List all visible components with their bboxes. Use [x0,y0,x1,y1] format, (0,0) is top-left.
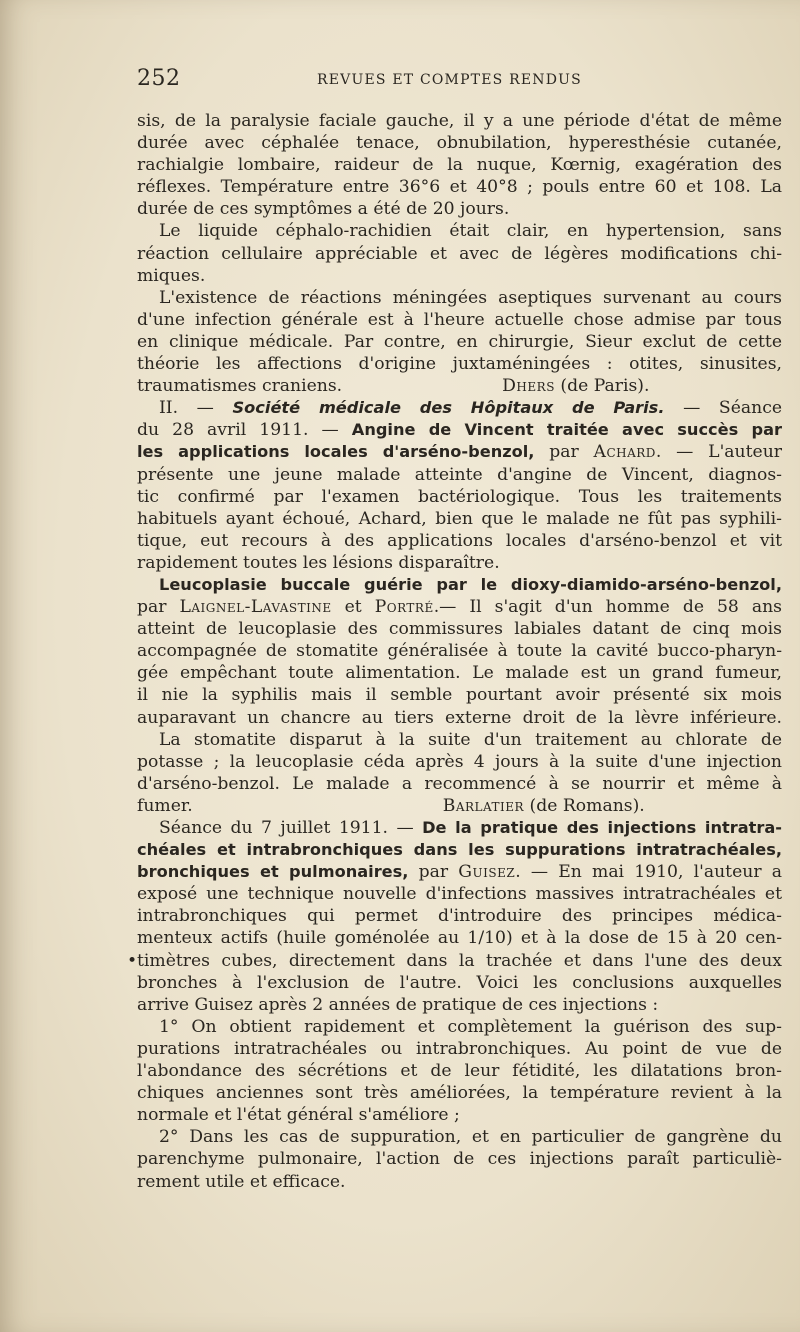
text-line: gée empêchant toute alimentation. Le malade est un grand fumeur, [137,663,782,684]
text-line [137,574,782,596]
text-line: fumer. Barlatier (de Romans). [137,795,645,816]
text-line: tic confirmé par l'examen bactériologique. Tous les traitements [137,486,782,507]
society-title: Société médicale des Hôpitaux de Paris. [232,398,665,418]
text-line [137,839,782,861]
article-title: Leucoplasie buccale guérie par le dioxy-diamido-arséno-benzol, [159,574,782,594]
text-line: 1° On obtient rapidement et complètement la guérison des sup- [159,1016,782,1037]
text-line: bronches à l'exclusion de l'autre. Voici les conclusions auxquelles [137,972,782,993]
margin-dot-icon: • [127,950,138,971]
text-line: menteux actifs (huile goménolée au 1/10) et à la dose de 15 à 20 cen- [137,928,782,949]
text-line: du 28 avril 1911. — Angine de Vincent traitée avec succès par [137,420,782,441]
text-line: arrive Guisez après 2 années de pratique de ces injections : [137,994,659,1015]
text-line: rapidement toutes les lésions disparaître. [137,552,500,573]
author-name: Guisez [458,862,516,883]
author-name: Achard [593,442,656,463]
text-line: durée de ces symptômes a été de 20 jours. [137,199,510,220]
text-line: accompagnée de stomatite généralisée à toute la cavité bucco-pharyn- [137,641,782,662]
text-line: rachialgie lombaire, raideur de la nuque, Kœrnig, exagération des [137,155,782,176]
text-line: rement utile et efficace. [137,1171,346,1192]
article-title: les applications locales d'arséno-benzol, [137,442,535,462]
text-line: Le liquide céphalo-rachidien était clair, en hypertension, sans [159,221,782,242]
text-line: potasse ; la leucoplasie céda après 4 jours à la suite d'une injection [137,751,782,772]
text-line: exposé une technique nouvelle d'infections massives intratrachéales et [137,884,782,905]
author-name: Laignel-Lavastine [179,597,332,618]
text-line: sis, de la paralysie faciale gauche, il y a une période d'état de même [137,111,782,131]
text-line: atteint de leucoplasie des commissures labiales datant de cinq mois [137,619,782,640]
text-line: chiques anciennes sont très améliorées, la température revient à la [137,1083,782,1104]
author-name: Barlatier [442,795,525,816]
text-line: l'abondance des sécrétions et de leur fétidité, les dilatations bron- [137,1061,782,1082]
article-title: chéales et intrabronchiques dans les suppurations intratrachéales, [137,840,782,860]
text-line: purations intratrachéales ou intrabronchiques. Au point de vue de [137,1038,782,1059]
text-line: bronchiques et pulmonaires, par Guisez. — En mai 1910, l'auteur a [137,862,782,883]
page-number: 252 [137,66,181,91]
text-line: durée avec céphalée tenace, obnubilation, hyperesthésie cutanée, [137,133,782,154]
text-line: normale et l'état général s'améliore ; [137,1105,460,1126]
text-line: Séance du 7 juillet 1911. — De la pratique des injections intratra- [159,818,782,838]
text-line: théorie les affections d'origine juxtaméningées : otites, sinusites, [137,354,782,375]
text-line: 2° Dans les cas de suppuration, et en particulier de gangrène du [159,1127,782,1148]
text-line: II. — Société médicale des Hôpitaux de Paris. — Séance [159,398,782,419]
text-line: réaction cellulaire appréciable et avec de légères modifications chi- [137,243,782,264]
text-line: présente une jeune malade atteinte d'angine de Vincent, diagnos- [137,464,782,485]
text-line: L'existence de réactions méningées aseptiques survenant au cours [159,287,782,308]
text-line: il nie la syphilis mais il semble pourtant avoir présenté six mois [137,685,782,706]
text-line: en clinique médicale. Par contre, en chirurgie, Sieur exclut de cette [137,331,782,352]
text-line: traumatismes craniens. Dhers (de Paris). [137,376,650,397]
text-line: habituels ayant échoué, Achard, bien que le malade ne fût pas syphili- [137,508,782,529]
article-title: Angine de Vincent traitée avec succès par [351,420,782,440]
body-text [127,110,782,1193]
author-name: Dhers [502,376,555,397]
text-line: miques. [137,265,206,286]
text-line: parenchyme pulmonaire, l'action de ces injections paraît particuliè- [137,1149,782,1170]
text-line: intrabronchiques qui permet d'introduire des principes médica- [137,906,782,927]
page-header [137,62,777,98]
article-title: bronchiques et pulmonaires, [137,862,409,882]
text-line: auparavant un chancre au tiers externe droit de la lèvre inférieure. [137,707,782,728]
text-line: • timètres cubes, directement dans la trachée et dans l'une des deux [127,950,782,971]
article-title: De la pratique des injections intratra- [422,818,782,837]
text-line: réflexes. Température entre 36°6 et 40°8 ; pouls entre 60 et 108. La [137,177,782,198]
text-line: les applications locales d'arséno-benzol, par Achard. — L'auteur [137,442,782,463]
author-name: Portré [374,597,434,618]
text-line: d'arséno-benzol. Le malade a recommencé à se nourrir et même à [137,773,782,794]
text-line: d'une infection générale est à l'heure actuelle chose admise par tous [137,309,782,330]
running-head: REVUES ET COMPTES RENDUS [317,72,582,88]
text-line: tique, eut recours à des applications locales d'arséno-benzol et vit [137,530,782,551]
text-line: La stomatite disparut à la suite d'un traitement au chlorate de [159,729,782,750]
text-line: par Laignel-Lavastine et Portré.— Il s'agit d'un homme de 58 ans [137,597,782,618]
